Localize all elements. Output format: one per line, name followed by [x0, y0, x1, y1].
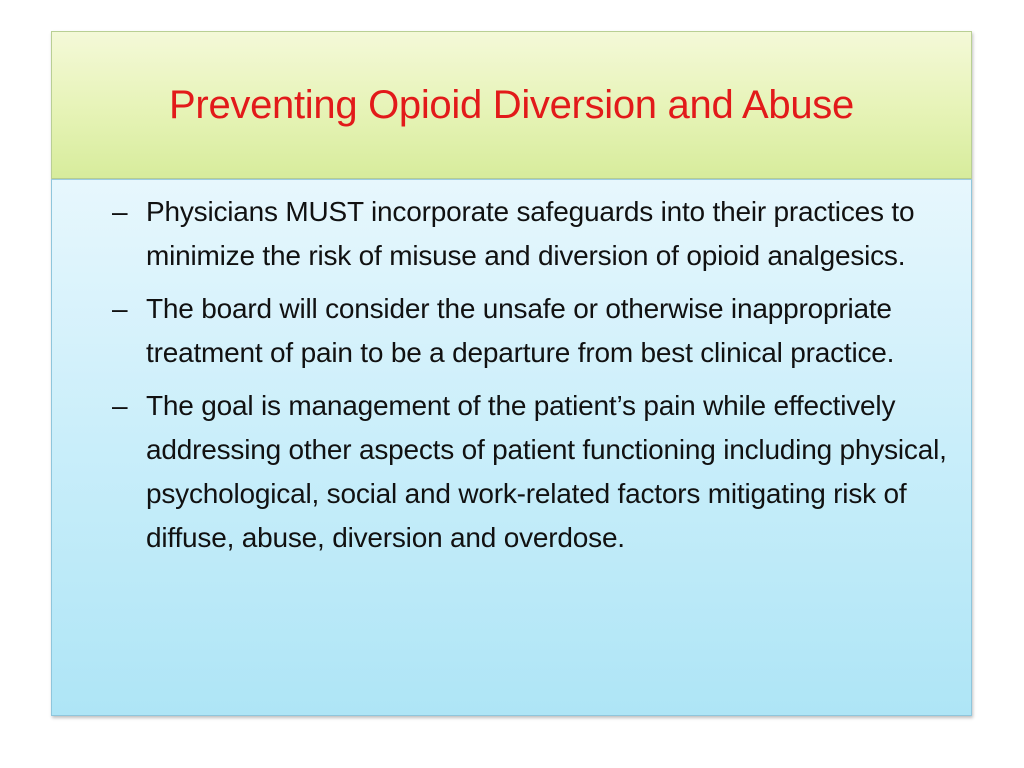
bullet-text: Physicians MUST incorporate safeguards into their practices to minimize the risk of misuse and diversion of opioid analgesics. [146, 196, 915, 271]
list-item [112, 287, 954, 375]
title-banner [51, 31, 972, 179]
dash-bullet-icon: – [112, 293, 128, 324]
content-panel [51, 179, 972, 716]
list-item [112, 384, 954, 560]
dash-bullet-icon: – [112, 390, 128, 421]
list-item [112, 190, 954, 278]
slide-title: Preventing Opioid Diversion and Abuse [169, 82, 854, 127]
bullet-text: The goal is management of the patient’s pain while effectively addressing other aspects of patient functioning including physical, psychological, social and work-related factors mitigating risk of diffuse, abuse, diversion and overdose. [146, 390, 947, 553]
bullet-list [112, 190, 954, 569]
bullet-text: The board will consider the unsafe or otherwise inappropriate treatment of pain to be a departure from best clinical practice. [146, 293, 895, 368]
dash-bullet-icon: – [112, 196, 128, 227]
